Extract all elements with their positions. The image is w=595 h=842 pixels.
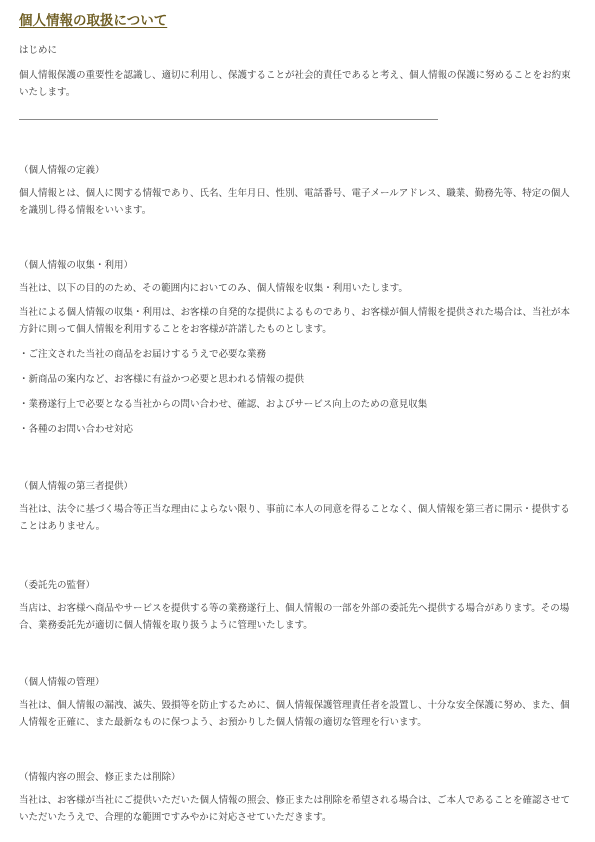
section-divider	[19, 119, 438, 120]
purpose-list-item: ・ご注文された当社の商品をお届けするうえで必要な業務	[19, 349, 267, 360]
section-body	[19, 792, 579, 826]
policy-section	[19, 259, 579, 438]
policy-section	[19, 771, 579, 826]
section-paragraph: 当社は、お客様が当社にご提供いただいた個人情報の照会、修正または削除を希望される場合は、ご本人であることを確認させていただいたうえで、合理的な範囲ですみやかに対応させていただきます。	[19, 795, 571, 823]
section-body	[19, 501, 579, 535]
policy-section	[19, 579, 579, 634]
section-paragraph: 当社は、以下の目的のため、その範囲内においてのみ、個人情報を収集・利用いたします。	[19, 283, 408, 294]
section-heading: （個人情報の定義）	[19, 165, 105, 176]
purpose-list-item: ・新商品の案内など、お客様に有益かつ必要と思われる情報の提供	[19, 374, 305, 385]
section-heading: （個人情報の第三者提供）	[19, 481, 134, 492]
page-title: 個人情報の取扱について	[19, 13, 168, 29]
intro-text: 個人情報保護の重要性を認識し、適切に利用し、保護することが社会的責任であると考え、個人情報の保護に努めることをお約束いたします。	[19, 70, 571, 98]
section-paragraph: 当社による個人情報の収集・利用は、お客様の自発的な提供によるものであり、お客様が個人情報を提供された場合は、当社が本方針に則って個人情報を利用することをお客様が許諾したものとします。	[19, 307, 571, 335]
section-body	[19, 697, 579, 731]
purpose-list-item: ・各種のお問い合わせ対応	[19, 424, 134, 435]
section-paragraph: 個人情報とは、個人に関する情報であり、氏名、生年月日、性別、電話番号、電子メールアドレス、職業、勤務先等、特定の個人を識別し得る情報をいいます。	[19, 188, 570, 216]
policy-section	[19, 164, 579, 219]
privacy-policy-page	[19, 12, 579, 826]
policy-sections	[19, 164, 579, 826]
section-paragraph: 当社は、法令に基づく場合等正当な理由によらない限り、事前に本人の同意を得ることなく、個人情報を第三者に開示・提供することはありません。	[19, 504, 570, 532]
section-heading: （個人情報の収集・利用）	[19, 260, 134, 271]
section-paragraph: 当店は、お客様へ商品やサービスを提供する等の業務遂行上、個人情報の一部を外部の委託先へ提供する場合があります。その場合、業務委託先が適切に個人情報を取り扱うように管理いたします。	[19, 603, 570, 631]
policy-section	[19, 676, 579, 731]
section-body	[19, 600, 579, 634]
intro-heading: はじめに	[19, 45, 58, 56]
section-heading: （情報内容の照会、修正または削除）	[19, 772, 181, 783]
purpose-list-item: ・業務遂行上で必要となる当社からの問い合わせ、確認、およびサービス向上のための意見収集	[19, 399, 428, 410]
section-heading: （委託先の監督）	[19, 580, 96, 591]
purpose-list	[19, 346, 579, 438]
section-body	[19, 280, 579, 338]
section-heading: （個人情報の管理）	[19, 677, 105, 688]
section-paragraph: 当社は、個人情報の漏洩、滅失、毀損等を防止するために、個人情報保護管理責任者を設置し、十分な安全保護に努め、また、個人情報を正確に、また最新なものに保つよう、お預かりした個人情報の適切な管理を行います。	[19, 700, 570, 728]
section-body	[19, 185, 579, 219]
policy-section	[19, 480, 579, 535]
